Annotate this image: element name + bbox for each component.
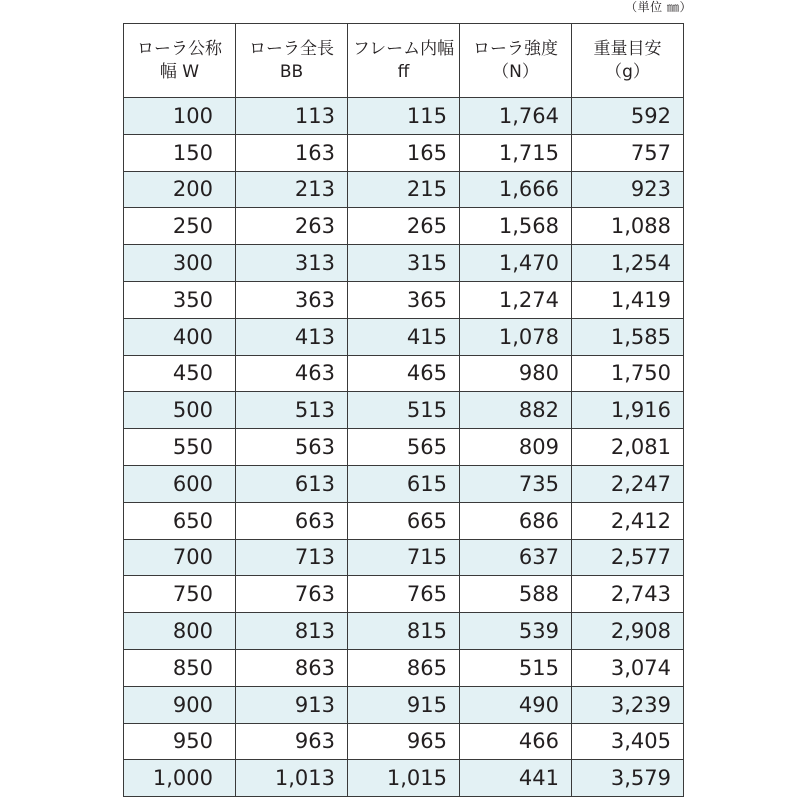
header-weight-estimate [572, 24, 684, 98]
cell-weight: 1,916 [572, 392, 684, 429]
cell-overall-length: 863 [236, 649, 348, 686]
table-row [124, 318, 684, 355]
cell-frame-inner-width: 865 [348, 649, 460, 686]
header-roller-nominal-width [124, 24, 236, 98]
cell-overall-length: 513 [236, 392, 348, 429]
header-label-line2: 幅 W [159, 61, 200, 82]
cell-frame-inner-width: 665 [348, 502, 460, 539]
cell-weight: 1,419 [572, 281, 684, 318]
cell-frame-inner-width: 165 [348, 134, 460, 171]
cell-nominal-width: 150 [124, 134, 236, 171]
cell-overall-length: 213 [236, 171, 348, 208]
cell-nominal-width: 950 [124, 723, 236, 760]
table-row [124, 539, 684, 576]
cell-weight: 2,247 [572, 465, 684, 502]
cell-frame-inner-width: 915 [348, 686, 460, 723]
header-roller-overall-length [236, 24, 348, 98]
cell-frame-inner-width: 765 [348, 576, 460, 613]
cell-strength: 441 [460, 760, 572, 797]
cell-weight: 1,585 [572, 318, 684, 355]
cell-overall-length: 1,013 [236, 760, 348, 797]
cell-nominal-width: 100 [124, 98, 236, 135]
cell-weight: 1,088 [572, 208, 684, 245]
table-row [124, 502, 684, 539]
cell-strength: 539 [460, 613, 572, 650]
header-label-line1: ローラ全長 [249, 38, 334, 59]
header-roller-strength [460, 24, 572, 98]
cell-nominal-width: 900 [124, 686, 236, 723]
cell-weight: 3,074 [572, 649, 684, 686]
cell-nominal-width: 250 [124, 208, 236, 245]
cell-strength: 735 [460, 465, 572, 502]
cell-strength: 686 [460, 502, 572, 539]
cell-nominal-width: 550 [124, 429, 236, 466]
cell-weight: 2,081 [572, 429, 684, 466]
cell-nominal-width: 350 [124, 281, 236, 318]
header-label-line2: BB [279, 61, 304, 82]
table-row [124, 208, 684, 245]
cell-nominal-width: 200 [124, 171, 236, 208]
cell-nominal-width: 700 [124, 539, 236, 576]
cell-nominal-width: 750 [124, 576, 236, 613]
cell-strength: 1,764 [460, 98, 572, 135]
cell-overall-length: 313 [236, 245, 348, 282]
table-row [124, 760, 684, 797]
cell-weight: 3,405 [572, 723, 684, 760]
cell-frame-inner-width: 815 [348, 613, 460, 650]
table-header [124, 24, 684, 98]
cell-weight: 3,239 [572, 686, 684, 723]
cell-strength: 980 [460, 355, 572, 392]
cell-weight: 592 [572, 98, 684, 135]
cell-nominal-width: 450 [124, 355, 236, 392]
cell-frame-inner-width: 215 [348, 171, 460, 208]
cell-frame-inner-width: 715 [348, 539, 460, 576]
cell-weight: 757 [572, 134, 684, 171]
cell-overall-length: 163 [236, 134, 348, 171]
header-label-line1: フレーム内幅 [352, 38, 455, 59]
cell-nominal-width: 650 [124, 502, 236, 539]
cell-nominal-width: 600 [124, 465, 236, 502]
cell-nominal-width: 400 [124, 318, 236, 355]
cell-nominal-width: 850 [124, 649, 236, 686]
cell-frame-inner-width: 565 [348, 429, 460, 466]
cell-nominal-width: 1,000 [124, 760, 236, 797]
cell-strength: 1,666 [460, 171, 572, 208]
cell-overall-length: 763 [236, 576, 348, 613]
cell-strength: 1,078 [460, 318, 572, 355]
header-row [124, 24, 684, 98]
cell-weight: 923 [572, 171, 684, 208]
cell-frame-inner-width: 265 [348, 208, 460, 245]
cell-frame-inner-width: 115 [348, 98, 460, 135]
cell-strength: 882 [460, 392, 572, 429]
header-label-line2: （g） [605, 61, 650, 82]
cell-frame-inner-width: 415 [348, 318, 460, 355]
table-row [124, 171, 684, 208]
cell-overall-length: 713 [236, 539, 348, 576]
cell-frame-inner-width: 1,015 [348, 760, 460, 797]
cell-frame-inner-width: 465 [348, 355, 460, 392]
cell-nominal-width: 300 [124, 245, 236, 282]
cell-strength: 637 [460, 539, 572, 576]
cell-weight: 1,254 [572, 245, 684, 282]
table-row [124, 134, 684, 171]
table-row [124, 465, 684, 502]
table-row [124, 723, 684, 760]
table-row [124, 649, 684, 686]
cell-weight: 3,579 [572, 760, 684, 797]
table-row [124, 429, 684, 466]
table-body [124, 98, 684, 797]
cell-frame-inner-width: 365 [348, 281, 460, 318]
cell-strength: 1,274 [460, 281, 572, 318]
cell-overall-length: 663 [236, 502, 348, 539]
cell-frame-inner-width: 965 [348, 723, 460, 760]
cell-overall-length: 463 [236, 355, 348, 392]
cell-overall-length: 613 [236, 465, 348, 502]
table-row [124, 686, 684, 723]
table-row [124, 576, 684, 613]
unit-note: （単位 ㎜） [625, 0, 692, 14]
cell-overall-length: 563 [236, 429, 348, 466]
cell-weight: 2,577 [572, 539, 684, 576]
header-frame-inner-width [348, 24, 460, 98]
header-label-line1: ローラ強度 [473, 38, 558, 59]
cell-strength: 809 [460, 429, 572, 466]
cell-overall-length: 813 [236, 613, 348, 650]
cell-nominal-width: 500 [124, 392, 236, 429]
header-label-line2: （N） [492, 61, 539, 82]
cell-weight: 2,743 [572, 576, 684, 613]
cell-overall-length: 363 [236, 281, 348, 318]
cell-overall-length: 963 [236, 723, 348, 760]
table-row [124, 98, 684, 135]
cell-frame-inner-width: 515 [348, 392, 460, 429]
cell-overall-length: 913 [236, 686, 348, 723]
header-label-line1: ローラ公称 [137, 38, 222, 59]
cell-strength: 466 [460, 723, 572, 760]
cell-strength: 588 [460, 576, 572, 613]
cell-strength: 515 [460, 649, 572, 686]
cell-overall-length: 263 [236, 208, 348, 245]
table-row [124, 355, 684, 392]
cell-overall-length: 413 [236, 318, 348, 355]
roller-spec-table [123, 23, 684, 797]
cell-strength: 490 [460, 686, 572, 723]
cell-strength: 1,568 [460, 208, 572, 245]
table-row [124, 613, 684, 650]
cell-frame-inner-width: 315 [348, 245, 460, 282]
table-row [124, 245, 684, 282]
header-label-line1: 重量目安 [593, 38, 662, 59]
header-label-line2: ff [397, 61, 410, 82]
cell-weight: 2,412 [572, 502, 684, 539]
table-row [124, 392, 684, 429]
cell-overall-length: 113 [236, 98, 348, 135]
cell-frame-inner-width: 615 [348, 465, 460, 502]
cell-weight: 2,908 [572, 613, 684, 650]
cell-nominal-width: 800 [124, 613, 236, 650]
cell-weight: 1,750 [572, 355, 684, 392]
cell-strength: 1,715 [460, 134, 572, 171]
table-row [124, 281, 684, 318]
cell-strength: 1,470 [460, 245, 572, 282]
